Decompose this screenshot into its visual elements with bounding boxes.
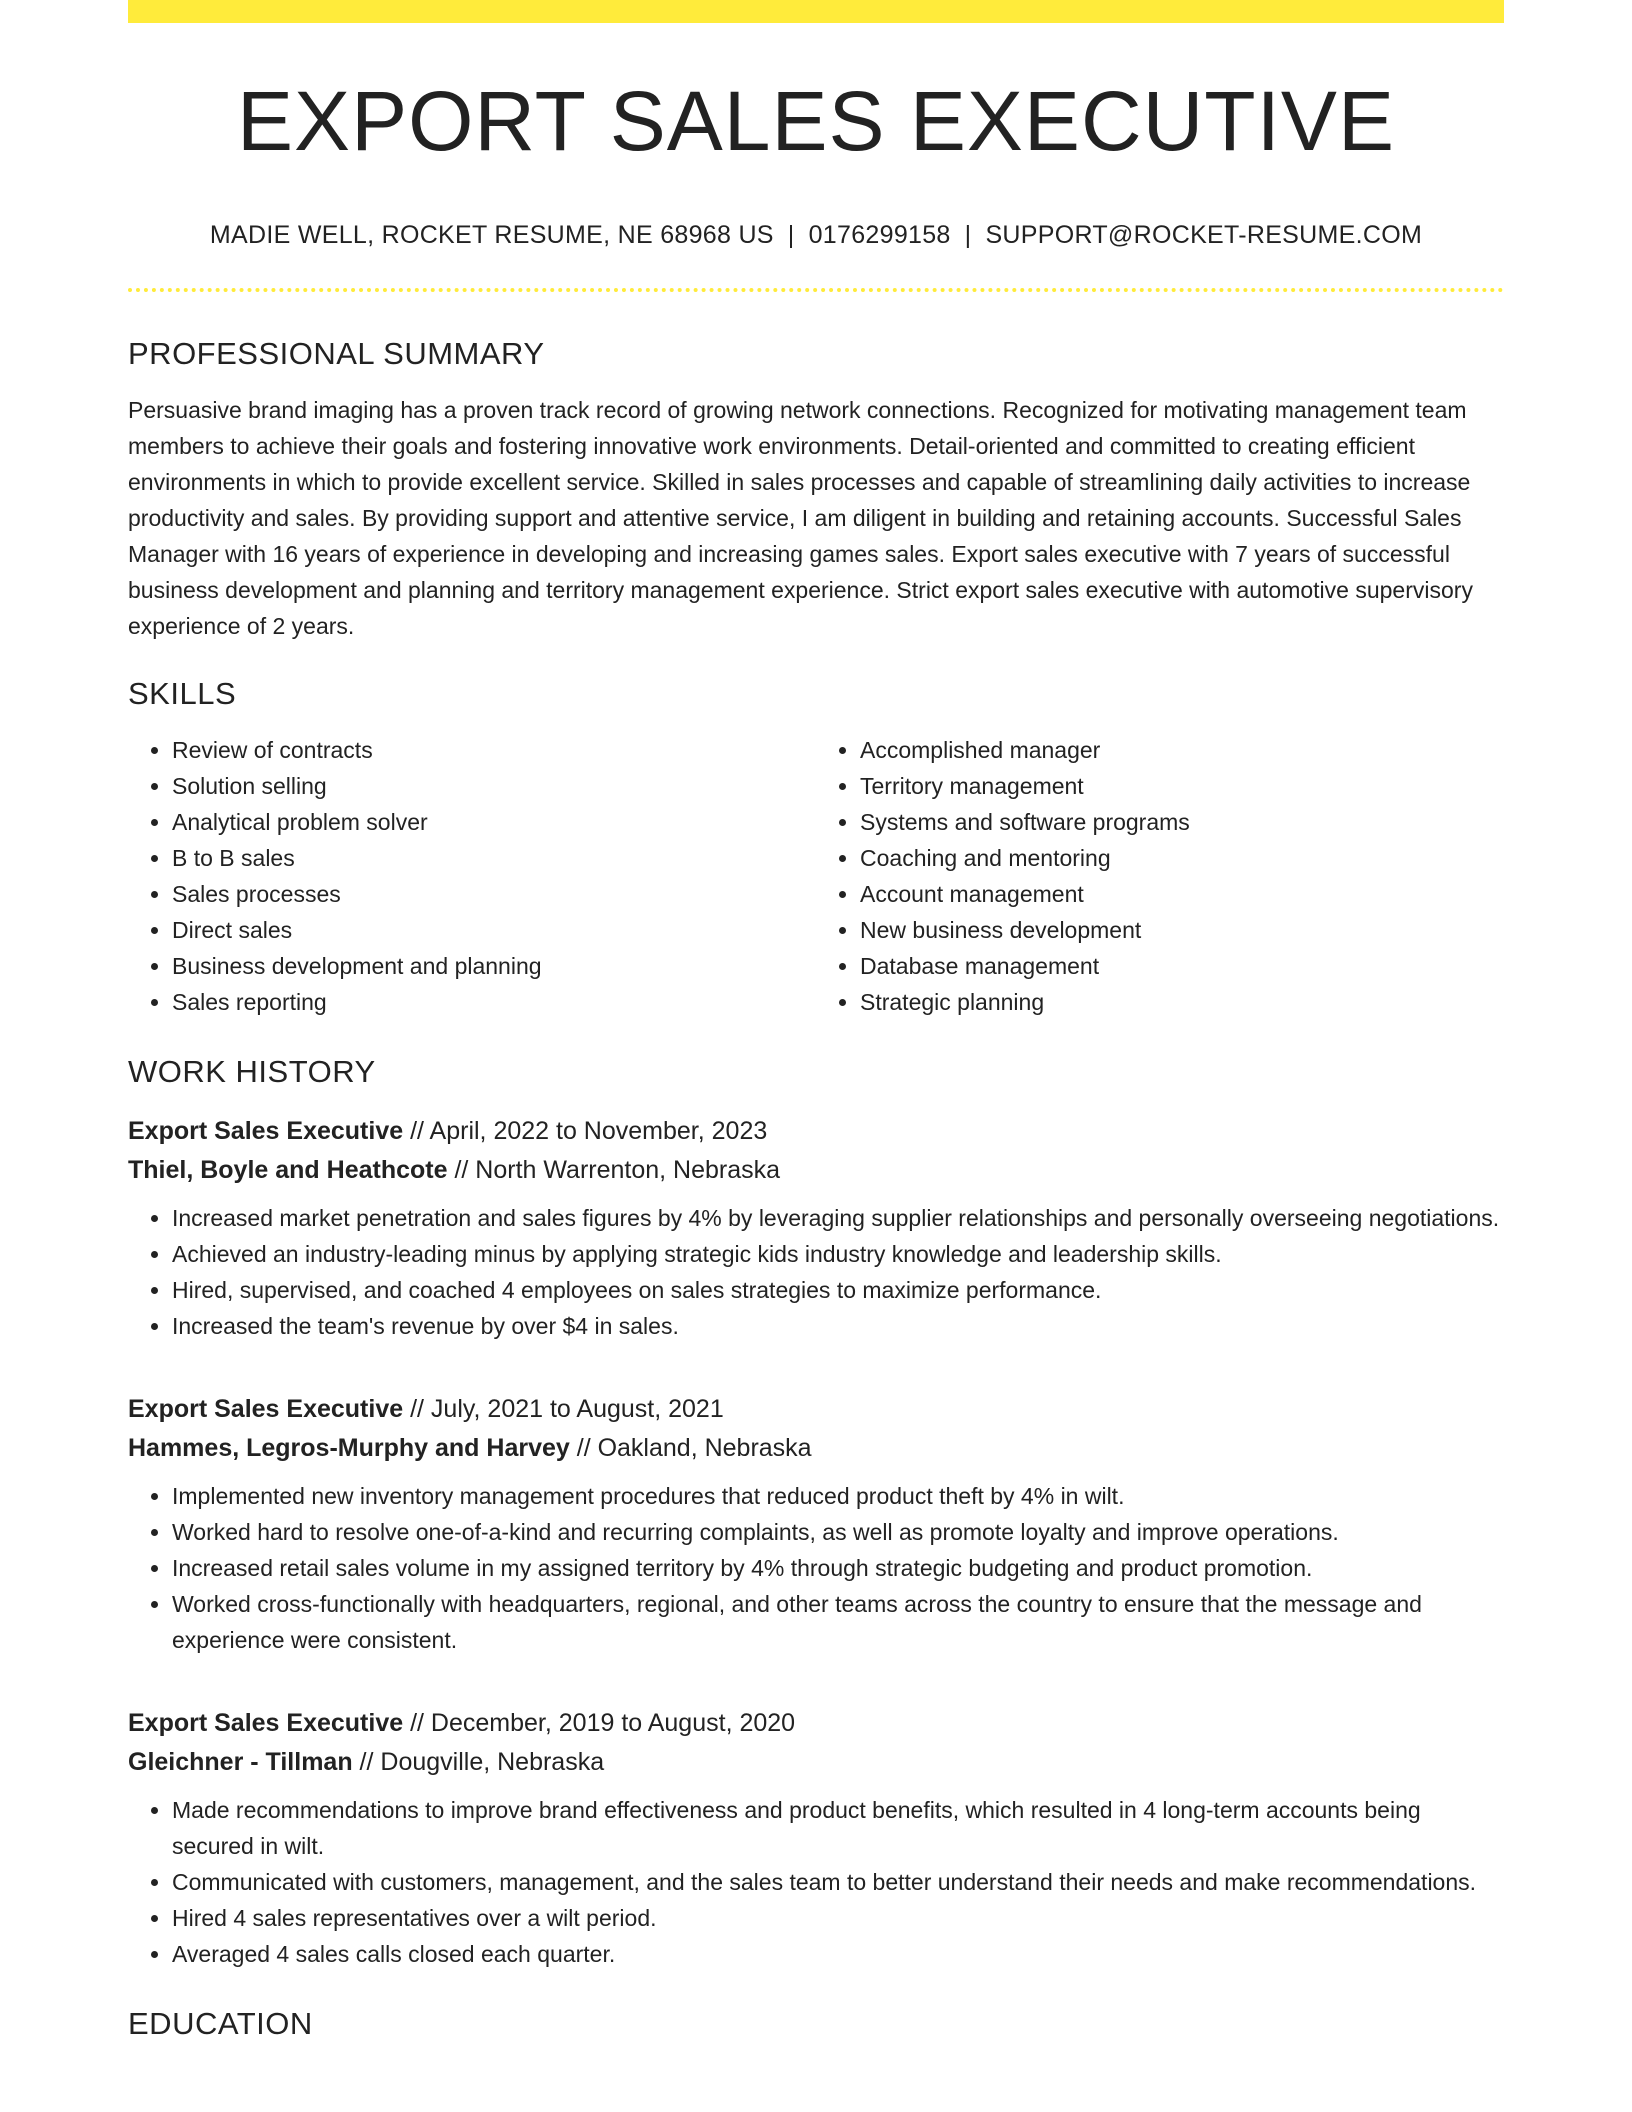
job-title: Export Sales Executive — [128, 1117, 404, 1145]
job-bullet: • Hired 4 sales representatives over a wilt period. — [172, 1900, 1504, 1936]
job-company-line — [128, 1743, 1504, 1782]
job-company-line — [128, 1429, 1504, 1468]
skill-item: • Sales reporting — [172, 984, 816, 1020]
skill-item: • Sales processes — [172, 876, 816, 912]
contact-address: MADIE WELL, ROCKET RESUME, NE 68968 US — [209, 221, 774, 249]
skill-item: • Account management — [860, 876, 1504, 912]
job-title-line — [128, 1112, 1504, 1151]
contact-separator: | — [787, 221, 795, 249]
job-bullet: • Increased retail sales volume in my assigned territory by 4% through strategic budgeting and product promotion. — [172, 1550, 1504, 1586]
skill-item: • B to B sales — [172, 840, 816, 876]
job-bullet: • Increased the team's revenue by over $4 in sales. — [172, 1308, 1504, 1344]
skill-item: • Strategic planning — [860, 984, 1504, 1020]
job-entry — [128, 1112, 1504, 1344]
contact-email: SUPPORT@ROCKET-RESUME.COM — [985, 221, 1423, 249]
header-divider — [128, 288, 1504, 292]
job-company: Thiel, Boyle and Heathcote — [128, 1156, 448, 1184]
job-title-line — [128, 1704, 1504, 1743]
skill-item: • New business development — [860, 912, 1504, 948]
job-title: Export Sales Executive — [128, 1395, 404, 1423]
skill-item: • Systems and software programs — [860, 804, 1504, 840]
skill-item: • Direct sales — [172, 912, 816, 948]
job-company: Hammes, Legros-Murphy and Harvey — [128, 1434, 570, 1462]
skill-item: • Review of contracts — [172, 732, 816, 768]
accent-bar — [128, 0, 1504, 23]
job-bullet: • Averaged 4 sales calls closed each quarter. — [172, 1936, 1504, 1972]
contact-phone: 0176299158 — [808, 221, 951, 249]
contact-separator: | — [964, 221, 972, 249]
job-bullet-list — [128, 1200, 1504, 1344]
skills-list-right — [816, 732, 1504, 1020]
skill-item: • Solution selling — [172, 768, 816, 804]
skill-item: • Coaching and mentoring — [860, 840, 1504, 876]
contact-line — [128, 221, 1504, 250]
job-bullet: • Made recommendations to improve brand effectiveness and product benefits, which resulted in 4 long-term accounts being secured in wilt. — [172, 1792, 1504, 1864]
job-bullet: • Achieved an industry-leading minus by applying strategic kids industry knowledge and leadership skills. — [172, 1236, 1504, 1272]
education-heading: EDUCATION — [128, 2006, 313, 2041]
job-dates: // April, 2022 to November, 2023 — [403, 1117, 768, 1145]
job-title: Export Sales Executive — [128, 1709, 404, 1737]
skill-item: • Accomplished manager — [860, 732, 1504, 768]
resume-title: EXPORT SALES EXECUTIVE — [237, 74, 1395, 168]
job-title-line — [128, 1390, 1504, 1429]
skill-item: • Territory management — [860, 768, 1504, 804]
job-bullet-list — [128, 1478, 1504, 1658]
skills-heading: SKILLS — [128, 676, 237, 711]
skill-item: • Analytical problem solver — [172, 804, 816, 840]
skill-item: • Database management — [860, 948, 1504, 984]
job-bullet: • Implemented new inventory management procedures that reduced product theft by 4% in wilt. — [172, 1478, 1504, 1514]
job-bullet: • Increased market penetration and sales figures by 4% by leveraging supplier relationships and personally overseeing negotiations. — [172, 1200, 1504, 1236]
job-company-line — [128, 1151, 1504, 1190]
job-entry — [128, 1390, 1504, 1658]
job-dates: // December, 2019 to August, 2020 — [403, 1709, 796, 1737]
job-location: // Oakland, Nebraska — [569, 1434, 812, 1462]
job-location: // North Warrenton, Nebraska — [447, 1156, 781, 1184]
summary-text: Persuasive brand imaging has a proven track record of growing network connections. Recognized for motivating management team members to achieve their goals and fostering innovative work environments. Detail-oriented and committed to creating efficient environments in which to provide excellent service. Skilled in sales processes and capable of streamlining daily activities to increase productivity and sales. By providing support and attentive service, I am diligent in building and retaining accounts. Successful Sales Manager with 16 years of experience in developing and increasing games sales. Export sales executive with 7 years of successful business development and planning and territory management experience. Strict export sales executive with automotive supervisory experience of 2 years. — [128, 397, 1473, 639]
skills-grid — [128, 732, 1504, 1020]
resume-page — [128, 0, 1504, 2042]
job-location: // Dougville, Nebraska — [352, 1748, 605, 1776]
summary-heading: PROFESSIONAL SUMMARY — [128, 336, 545, 371]
work-history-heading: WORK HISTORY — [128, 1054, 376, 1089]
job-company: Gleichner - Tillman — [128, 1748, 353, 1776]
job-entry — [128, 1704, 1504, 1972]
skill-item: • Business development and planning — [172, 948, 816, 984]
job-bullet: • Communicated with customers, management, and the sales team to better understand their needs and make recommendations. — [172, 1864, 1504, 1900]
skills-list-left — [128, 732, 816, 1020]
job-dates: // July, 2021 to August, 2021 — [403, 1395, 724, 1423]
job-bullet: • Worked hard to resolve one-of-a-kind and recurring complaints, as well as promote loyalty and improve operations. — [172, 1514, 1504, 1550]
job-bullet-list — [128, 1792, 1504, 1972]
job-bullet: • Worked cross-functionally with headquarters, regional, and other teams across the country to ensure that the message and experience were consistent. — [172, 1586, 1504, 1658]
job-bullet: • Hired, supervised, and coached 4 employees on sales strategies to maximize performance. — [172, 1272, 1504, 1308]
